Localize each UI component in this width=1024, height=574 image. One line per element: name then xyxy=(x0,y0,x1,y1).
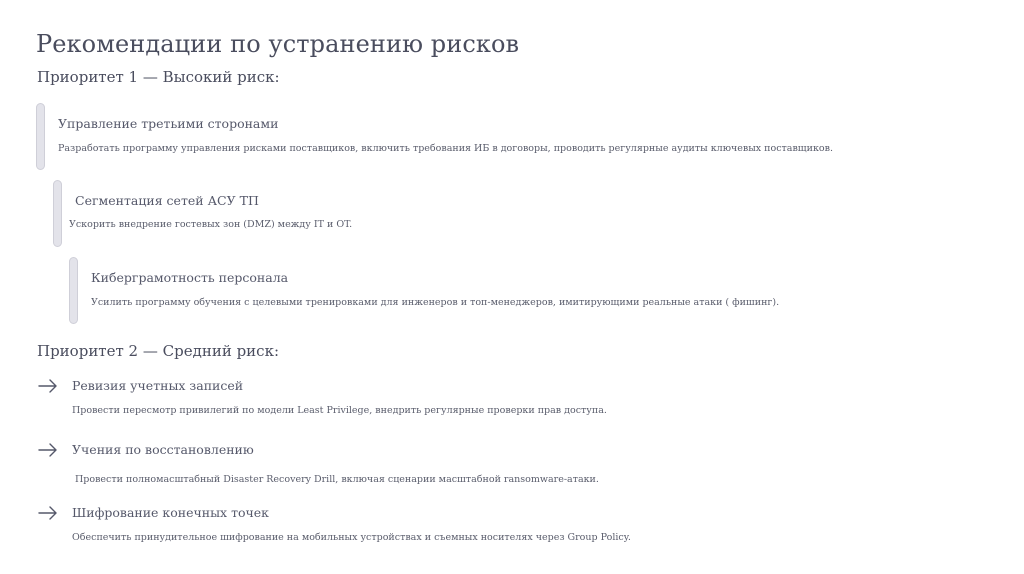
priority-2-heading: Приоритет 2 — Средний риск: xyxy=(37,342,280,360)
item-desc-account-review: Провести пересмотр привилегий по модели Least Privilege, внедрить регулярные проверки прав доступа. xyxy=(72,405,607,416)
item-desc-ics-segmentation: Ускорить внедрение гостевых зон (DMZ) между IT и OT. xyxy=(69,219,353,230)
arrow-right-icon xyxy=(38,506,58,520)
timeline-bar xyxy=(53,180,62,247)
item-desc-third-parties: Разработать программу управления рисками поставщиков, включить требования ИБ в договоры, проводить регулярные аудиты ключевых поставщиков. xyxy=(58,143,833,154)
item-title-ics-segmentation: Сегментация сетей АСУ ТП xyxy=(75,193,259,208)
item-title-cyber-literacy: Киберграмотность персонала xyxy=(91,270,289,285)
timeline-bar xyxy=(69,257,78,324)
item-desc-recovery-drill: Провести полномасштабный Disaster Recovery Drill, включая сценарии масштабной ransomware-атаки. xyxy=(75,474,599,485)
page-title: Рекомендации по устранению рисков xyxy=(36,30,520,58)
item-desc-endpoint-encryption: Обеспечить принудительное шифрование на мобильных устройствах и съемных носителях через Group Policy. xyxy=(72,532,631,543)
item-title-endpoint-encryption: Шифрование конечных точек xyxy=(72,505,269,520)
priority-1-heading: Приоритет 1 — Высокий риск: xyxy=(37,68,280,86)
item-desc-cyber-literacy: Усилить программу обучения с целевыми тренировками для инженеров и топ-менеджеров, имитирующими реальные атаки ( фишинг). xyxy=(91,297,780,308)
arrow-right-icon xyxy=(38,443,58,457)
item-title-account-review: Ревизия учетных записей xyxy=(72,378,244,393)
arrow-right-icon xyxy=(38,379,58,393)
item-title-third-parties: Управление третьими сторонами xyxy=(58,116,279,131)
item-title-recovery-drill: Учения по восстановлению xyxy=(72,442,254,457)
timeline-bar xyxy=(36,103,45,170)
